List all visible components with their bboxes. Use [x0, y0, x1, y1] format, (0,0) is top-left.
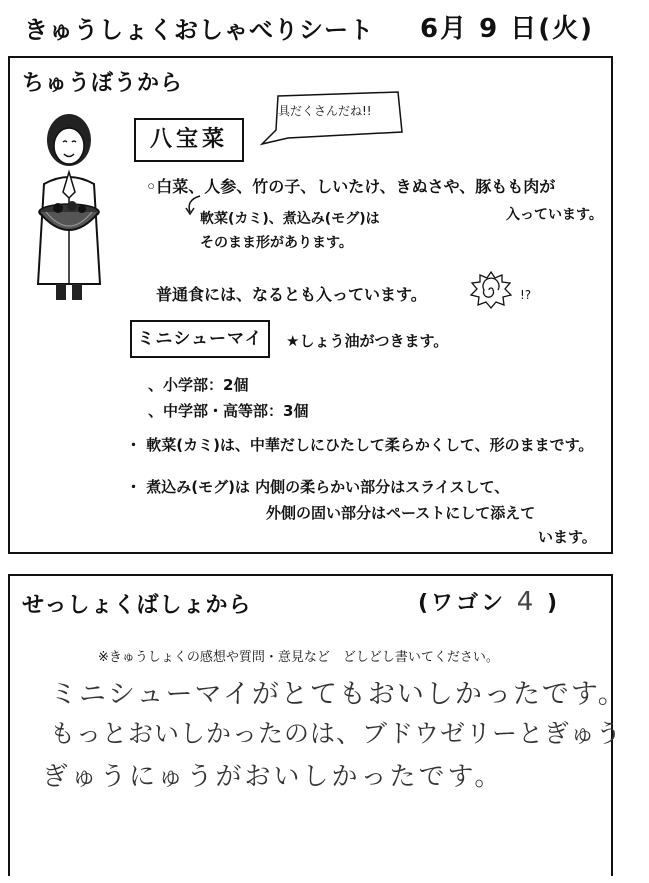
dish2-count-secondary: 、中学部・高等部：3個	[148, 402, 309, 420]
dish1-extra-mark: !?	[520, 288, 532, 302]
handwritten-comment-line3: ぎゅうにゅうがおいしかったです。	[42, 762, 504, 792]
dish2-count-elementary: 、小学部：2個	[148, 376, 249, 394]
wagon-label	[418, 586, 560, 617]
sheet-title: きゅうしょくおしゃべりシート	[24, 16, 374, 44]
dish1-name: 八宝菜	[134, 118, 244, 162]
speech-bubble-text: 具だくさんだね!!	[278, 104, 372, 118]
dish2-name: ミニシューマイ	[130, 320, 270, 358]
kitchen-section-title: ちゅうぼうから	[22, 71, 184, 96]
handwritten-comment-line1: ミニシューマイがとてもおいしかったです。	[50, 679, 627, 710]
bullet-minced-diet-cont: 外側の固い部分はペーストにして添えて	[266, 504, 536, 522]
wagon-label-text: (ワゴン	[418, 591, 507, 616]
wagon-number: 4	[516, 587, 537, 617]
dish1-extra: 普通食には、なるとも入っています。	[156, 285, 427, 304]
dish2-note: ★しょう油がつきます。	[286, 332, 449, 350]
handwritten-comment-line2: もっとおいしかったのは、ブドウゼリーとぎゅう	[50, 719, 623, 748]
sheet-date: 6月 9 日(火)	[420, 14, 595, 44]
bullet-minced-diet-end: います。	[538, 528, 597, 546]
wagon-label-close: )	[546, 591, 561, 616]
dish1-ingredients-end: 入っています。	[506, 207, 603, 223]
comment-section	[8, 574, 627, 876]
comment-section-title: せっしょくばしょから	[22, 593, 252, 618]
kitchen-section	[8, 56, 613, 554]
bullet-soft-diet: ・ 軟菜(カミ)は、中華だしにひたして柔らかくして、形のままです。	[126, 436, 594, 454]
naruto-icon	[468, 270, 514, 310]
dish1-note-line2: そのまま形があります。	[200, 235, 353, 251]
comment-instruction: ※きゅうしょくの感想や質問・意見など どしどし書いてください。	[98, 650, 499, 665]
dish1-note-line1: 軟菜(カミ)、煮込み(モグ)は	[200, 211, 380, 227]
dish1-ingredients: ◦白菜、人参、竹の子、しいたけ、きぬさや、豚もも肉が	[146, 177, 556, 196]
bullet-minced-diet: ・ 煮込み(モグ)は 内側の柔らかい部分はスライスして、	[126, 478, 510, 496]
chef-illustration	[28, 108, 110, 304]
